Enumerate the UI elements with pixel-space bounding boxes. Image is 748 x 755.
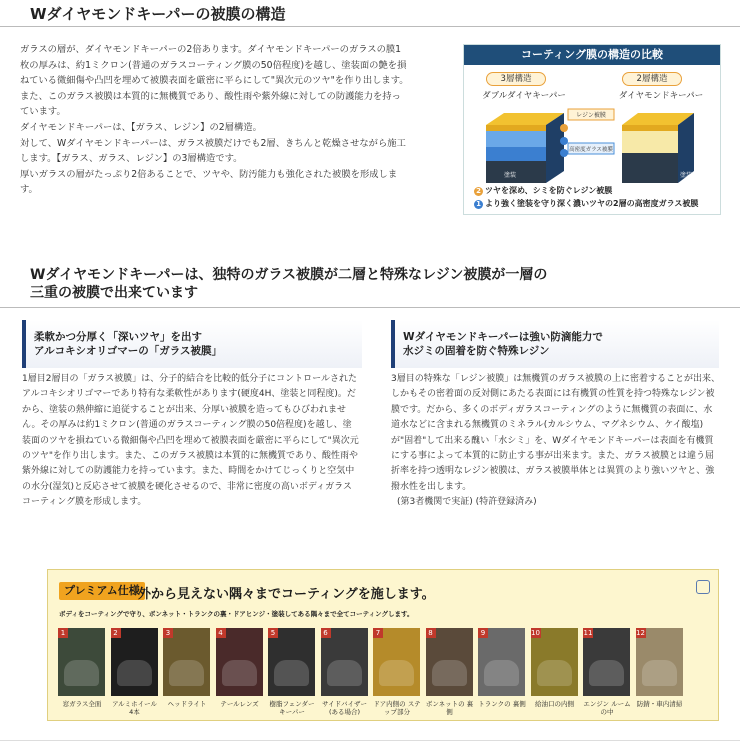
coating-area-caption: ボンネットの 裏側 [425, 700, 474, 716]
glass-film-heading-line: アルコキシオリゴマーの「ガラス被膜」 [34, 345, 222, 357]
two-layer-label: 2層構造 [622, 72, 682, 86]
section2-title [30, 266, 547, 302]
coating-area-caption: エンジン ルームの中 [583, 700, 631, 716]
coating-area-number: 11 [583, 629, 593, 637]
coating-area-caption: ヘッドライト [167, 700, 207, 708]
coating-area-number: 7 [373, 628, 383, 638]
coating-structure-figure [463, 44, 721, 215]
coating-area-number: 10 [531, 629, 540, 637]
layer-cubes-illustration [472, 103, 712, 187]
coating-area-photo [478, 628, 525, 696]
resin-layer-label: レジン被膜 [576, 112, 606, 119]
coating-area-photo [373, 628, 420, 696]
photo-subject [484, 660, 519, 686]
section2-title-line: 三重の被膜で出来ています [30, 285, 198, 301]
intro-text [20, 42, 410, 198]
coating-area-photo [58, 628, 105, 696]
coating-area-caption: 窓ガラス全面 [62, 700, 102, 708]
coating-area-number: 2 [111, 628, 121, 638]
diamond-keeper-label: ダイヤモンドキーパー [618, 91, 704, 101]
coating-area-caption: 防錆・車内清掃 [636, 700, 683, 708]
paint-layer-label: 塗装 [504, 172, 517, 179]
coating-area-number: 8 [426, 628, 436, 638]
glass-film-heading-line: 柔軟かつ分厚く「深いツヤ」を出す [34, 331, 202, 343]
section-title: Wダイヤモンドキーパーの被膜の構造 [30, 5, 286, 23]
glass-note-text: より強く塗装を守り深く濃いツヤの2層の高密度ガラス被膜 [485, 199, 699, 208]
coating-area-caption: 樹脂フェンダー キーパー [269, 700, 315, 716]
coating-area-number: 12 [636, 629, 645, 637]
three-layer-label: 3層構造 [486, 72, 546, 86]
photo-subject [117, 660, 152, 686]
photo-subject [537, 660, 572, 686]
glass-film-body: 1層目2層目の「ガラス被膜」は、分子的結合を比較的低分子にコントロールされたアルコキシオリゴマーであり特有な柔軟性があります(硬度4H、塗装と同程度)。だから、塗装の熱伸縮に追従することが出来、分厚い被膜を造ってもひびわれません。その厚みは約1ミクロン(普通のガラスコーティング膜の50倍程度)を越し、塗装面のツヤを損ねている微細傷や凸凹を埋めて被膜表面を厳密に平らにして"異次元のツヤ"を作り出します。また、このガラス被膜は本質的に無機質であり、酸性雨や紫外線に対しての防護能力を持っています。また、時間をかけてじっくりと空気中の水分(湿気)と反応させて被膜を硬化させるので、非常に密度の高いボディガラスコーティング膜を形成します。 [22, 374, 359, 508]
resin-film-heading-line: 水ジミの固着を防ぐ特殊レジン [403, 345, 550, 357]
glass-layer-label: 高密度ガラス被膜 [569, 147, 613, 153]
coating-area-caption: アルミホイール 4本 [111, 700, 158, 716]
resin-note-text: ツヤを深め、シミを防ぐレジン被膜 [485, 186, 613, 195]
photo-subject [64, 660, 99, 686]
photo-subject [274, 660, 309, 686]
premium-tag: プレミアム仕様 [59, 582, 145, 600]
coating-area-caption: トランクの 裏側 [478, 700, 526, 708]
coating-area-photo [531, 628, 578, 696]
coating-area-number: 6 [321, 628, 331, 638]
intro-paragraph: 厚いガラスの層がたっぷり2倍あることで、ツヤや、防汚能力も強化された被膜を形成します。 [20, 168, 398, 196]
intro-paragraph: ダイヤモンドキーパーは、【ガラス、レジン】の2層構造。 [20, 121, 262, 133]
coating-area-number: 3 [163, 628, 173, 638]
coating-area-caption: ドア内側の ステップ部分 [373, 700, 421, 716]
figure-title: コーティング膜の構造の比較 [464, 45, 720, 65]
coating-area-photo [321, 628, 368, 696]
premium-subtitle: ボディをコーティングで守り、ボンネット・トランクの裏・ドアヒンジ・塗装してある隅々まで全てコーティングします。 [59, 610, 414, 618]
glass-note: 1 より強く塗装を守り深く濃いツヤの2層の高密度ガラス被膜 [474, 198, 698, 209]
photo-subject [169, 660, 204, 686]
coating-area-number: 1 [58, 628, 68, 638]
photo-subject [222, 660, 257, 686]
coating-area-caption: サイドバイザー (ある場合) [322, 700, 367, 716]
photo-subject [327, 660, 362, 686]
section2-title-line: Wダイヤモンドキーパーは、独特のガラス被膜が二層と特殊なレジン被膜が一層の [30, 267, 548, 283]
intro-paragraph: ガラスの層が、ダイヤモンドキーパーの2倍あります。ダイヤモンドキーパーのガラスの膜1枚の厚みは、約1ミクロン(普通のガラスコーティング膜の50倍程度)を越し、塗装面の艶を損ねている微細傷や凸凹を埋めて被膜表面を厳密に平らにして"異次元のツヤ"を作り出します。また、このガラス被膜は本質的に無機質であり、酸性雨や紫外線に対しての防護能力を持っています。 [20, 44, 409, 118]
photo-subject [432, 660, 467, 686]
photo-subject [589, 660, 624, 686]
coating-area-photo [268, 628, 315, 696]
coating-area-number: 9 [478, 628, 488, 638]
glass-film-heading [22, 320, 362, 368]
resin-film-heading-line: Wダイヤモンドキーパーは強い防滴能力で [403, 331, 603, 343]
coating-area-photo [163, 628, 210, 696]
coating-area-number: 5 [268, 628, 278, 638]
coating-area-photo [111, 628, 158, 696]
resin-film-heading [391, 320, 719, 368]
coating-area-number: 4 [216, 628, 226, 638]
intro-paragraph: 対して、Wダイヤモンドキーパーは、ガラス被膜だけでも2層、きちんと乾燥させながら施工します。【ガラス、ガラス、レジン】の3層構造です。 [20, 137, 406, 165]
resin-film-text: 3層目の特殊な「レジン被膜」は無機質のガラス被膜の上に密着することが出来、しかもその密着面の反対側にあたる表面には有機質の性質を持つ特殊なレジン被膜です。だから、多くのボディガラスコーティングのように無機質の表面に、水道水などに含まれる無機質のミネラル(カルシウム、マグネシウム、ケイ酸塩)が"固着"して出来る醜い「水シミ」を、Wダイヤモンドキーパーは表面を有機質にする事によって本質的に防止する事が出来ます。また、ガラス被膜とは違う屈折率を持つ透明なレジン被膜は、ガラス被膜単体とは異質のより強いツヤと、強撥水性を出します。 [391, 374, 721, 492]
photo-subject [379, 660, 414, 686]
coating-area-photo [583, 628, 630, 696]
premium-title: 外から見えない隅々までコーティングを施します。 [138, 587, 435, 602]
section-header [0, 0, 740, 27]
coating-area-photo [426, 628, 473, 696]
double-diamond-label: ダブルダイヤキーパー [482, 91, 566, 101]
coating-area-photo [636, 628, 683, 696]
divider [0, 740, 740, 741]
resin-note: 2 ツヤを深め、シミを防ぐレジン被膜 [474, 185, 612, 196]
photo-subject [642, 660, 677, 686]
section2-header [0, 260, 740, 308]
coating-area-caption: テールレンズ [220, 700, 259, 708]
coating-area-caption: 給油口の内側 [535, 700, 574, 708]
resin-film-body [391, 372, 721, 511]
image-search-icon[interactable] [696, 580, 710, 594]
premium-spec-banner [47, 569, 719, 721]
patent-note: (第3者機関で実証) (特許登録済み) [397, 497, 537, 508]
paint-layer-label: 塗装 [680, 172, 693, 179]
coating-area-photo [216, 628, 263, 696]
